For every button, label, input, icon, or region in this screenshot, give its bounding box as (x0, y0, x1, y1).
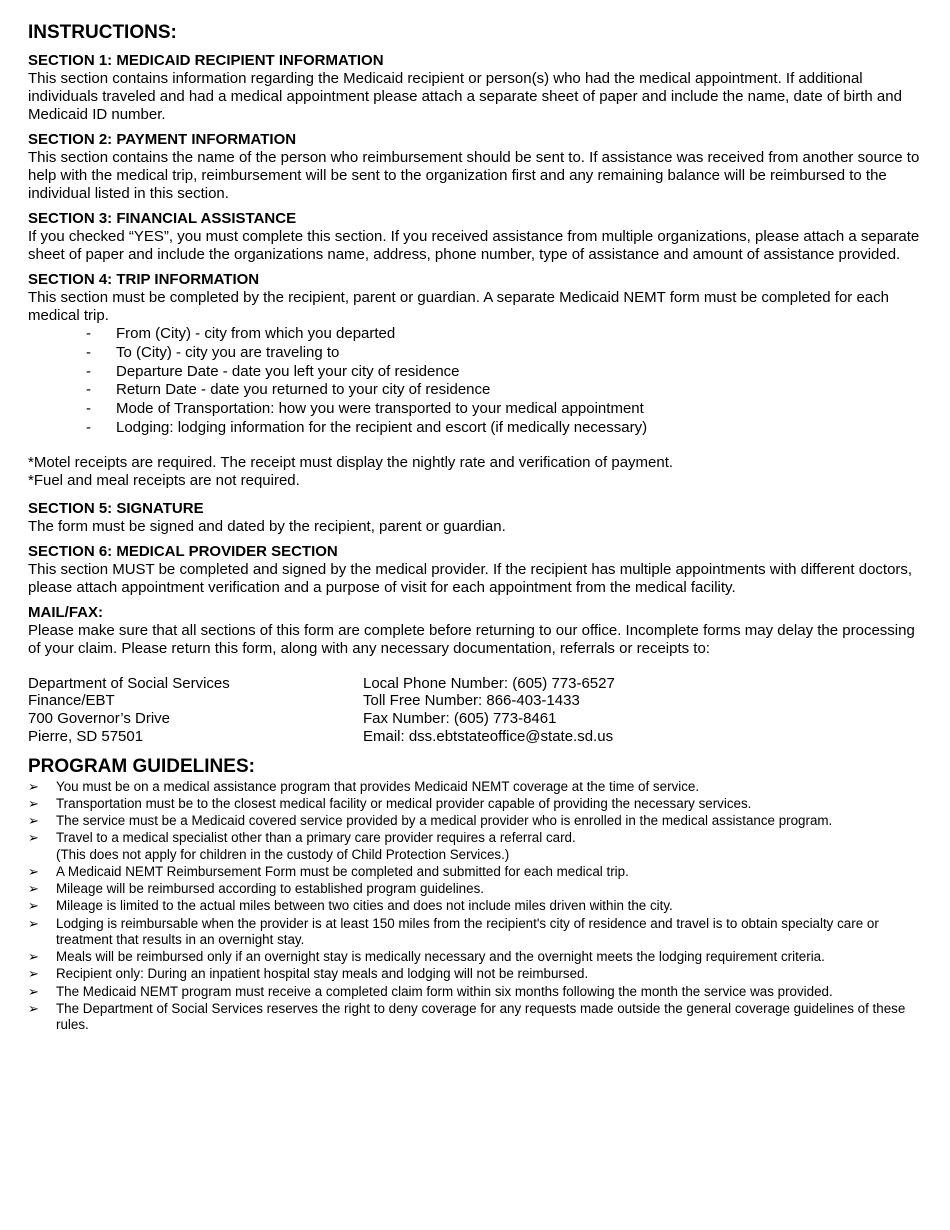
trip-item-text: Departure Date - date you left your city of residence (116, 362, 460, 380)
list-item (28, 864, 926, 881)
dash-marker: - (86, 362, 91, 380)
section-6-body: This section MUST be completed and signed by the medical provider. If the recipient has multiple appointments with different doctors, please attach appointment verification and a purpose of visit for each appointment from the medical facility. (28, 560, 913, 596)
mail-fax-body: Please make sure that all sections of this form are complete before returning to our office. Incomplete forms may delay the processing of your claim. Please return this form, along with any necessary documentation, referrals or receipts to: (28, 621, 915, 657)
list-item (86, 325, 926, 344)
arrow-bullet-icon: ➢ (28, 795, 39, 811)
dash-marker: - (86, 325, 91, 342)
guideline-text: The service must be a Medicaid covered service provided by a medical provider who is enrolled in the medical assistance program. (56, 812, 833, 828)
guidelines-title: PROGRAM GUIDELINES: (28, 755, 255, 777)
list-item (28, 813, 926, 830)
instructions-title: INSTRUCTIONS: (28, 22, 177, 43)
section-3 (28, 210, 926, 264)
list-item (28, 1001, 926, 1034)
guideline-text: A Medicaid NEMT Reimbursement Form must be completed and submitted for each medical trip. (56, 863, 629, 879)
guidelines-list (28, 779, 926, 1034)
fax-number: Fax Number: (605) 773-8461 (363, 710, 557, 728)
dash-marker: - (86, 381, 91, 399)
list-item (28, 898, 926, 915)
section-4 (28, 271, 926, 438)
mail-fax-title: MAIL/FAX: (28, 603, 103, 621)
section-6-title: SECTION 6: MEDICAL PROVIDER SECTION (28, 542, 338, 560)
guideline-text: Mileage is limited to the actual miles between two cities and does not include miles driven within the city. (56, 898, 673, 914)
guideline-text: You must be on a medical assistance program that provides Medicaid NEMT coverage at the time of service. (56, 778, 700, 794)
trip-item-text: Lodging: lodging information for the recipient and escort (if medically necessary) (116, 418, 648, 436)
list-item (28, 830, 926, 863)
motel-receipt-note: *Motel receipts are required. The receipt must display the nightly rate and verification of payment. (28, 453, 674, 471)
address-line: Department of Social Services (28, 674, 230, 692)
arrow-bullet-icon: ➢ (28, 915, 39, 931)
trip-item-text: Return Date - date you returned to your city of residence (116, 381, 491, 399)
fuel-meal-note: *Fuel and meal receipts are not required. (28, 471, 300, 489)
trip-item-text: From (City) - city from which you departed (116, 325, 396, 342)
list-item (28, 949, 926, 966)
list-item (28, 984, 926, 1001)
section-3-body: If you checked “YES”, you must complete this section. If you received assistance from multiple organizations, please attach a separate sheet of paper and include the organizations name, address, phone number, type of assistance and amount of assistance provided. (28, 228, 920, 263)
contact-block (28, 675, 926, 746)
arrow-bullet-icon: ➢ (28, 778, 39, 794)
section-4-title: SECTION 4: TRIP INFORMATION (28, 271, 260, 288)
section-6 (28, 543, 926, 597)
list-item (86, 381, 926, 400)
local-phone: Local Phone Number: (605) 773-6527 (363, 674, 615, 692)
section-2-title: SECTION 2: PAYMENT INFORMATION (28, 131, 297, 148)
guideline-text: Travel to a medical specialist other than a primary care provider requires a referral card. (56, 830, 576, 846)
list-item (86, 344, 926, 363)
trip-item-text: Mode of Transportation: how you were transported to your medical appointment (116, 400, 644, 418)
trip-info-list (28, 325, 926, 438)
arrow-bullet-icon: ➢ (28, 812, 39, 828)
arrow-bullet-icon: ➢ (28, 966, 39, 982)
list-item (28, 779, 926, 796)
dash-marker: - (86, 400, 91, 418)
guideline-text: Recipient only: During an inpatient hospital stay meals and lodging will not be reimbursed. (56, 966, 589, 982)
arrow-bullet-icon: ➢ (28, 949, 39, 965)
section-5 (28, 500, 926, 536)
list-item (86, 400, 926, 419)
list-item (86, 363, 926, 382)
address-line: 700 Governor’s Drive (28, 710, 171, 728)
section-2 (28, 131, 926, 203)
arrow-bullet-icon: ➢ (28, 1000, 39, 1016)
list-item (28, 916, 926, 949)
arrow-bullet-icon: ➢ (28, 983, 39, 999)
address-line: Finance/EBT (28, 692, 115, 710)
section-4-body: This section must be completed by the recipient, parent or guardian. A separate Medicaid NEMT form must be completed for each medical trip. (28, 289, 889, 324)
list-item (86, 419, 926, 438)
dash-marker: - (86, 343, 91, 361)
dash-marker: - (86, 418, 91, 436)
arrow-bullet-icon: ➢ (28, 898, 39, 914)
trip-item-text: To (City) - city you are traveling to (116, 343, 340, 361)
toll-free-number: Toll Free Number: 866-403-1433 (363, 692, 580, 710)
section-3-title: SECTION 3: FINANCIAL ASSISTANCE (28, 210, 297, 227)
section-2-body: This section contains the name of the person who reimbursement should be sent to. If assistance was received from another source to help with the medical trip, reimbursement will be sent to the organization first and any remaining balance will be reimbursed to the individual listed in this section. (28, 149, 920, 202)
email-address: Email: dss.ebtstateoffice@state.sd.us (363, 727, 614, 745)
section-5-body: The form must be signed and dated by the recipient, parent or guardian. (28, 517, 506, 535)
section-1-title: SECTION 1: MEDICAID RECIPIENT INFORMATION (28, 52, 384, 69)
guideline-text: Transportation must be to the closest medical facility or medical provider capable of providing the necessary services. (56, 795, 752, 811)
section-1-body: This section contains information regarding the Medicaid recipient or person(s) who had the medical appointment. If additional individuals traveled and had a medical appointment please attach a separate sheet of paper and include the name, date of birth and Medicaid ID number. (28, 70, 902, 123)
receipt-notes (28, 454, 926, 490)
guideline-text: Meals will be reimbursed only if an overnight stay is medically necessary and the overnight meets the lodging requirement criteria. (56, 949, 825, 965)
mailing-address (28, 675, 363, 746)
guideline-text: The Department of Social Services reserves the right to deny coverage for any requests made outside the general coverage guidelines of these rules. (56, 1000, 906, 1033)
list-item (28, 881, 926, 898)
mail-fax-section (28, 604, 926, 658)
guideline-text: Lodging is reimbursable when the provider is at least 150 miles from the recipient's city of residence and travel is to obtain specialty care or treatment that results in an overnight stay. (56, 915, 879, 948)
section-1 (28, 52, 926, 124)
list-item (28, 796, 926, 813)
address-line: Pierre, SD 57501 (28, 727, 144, 745)
guideline-text: Mileage will be reimbursed according to established program guidelines. (56, 881, 484, 897)
contact-numbers (363, 675, 926, 746)
guideline-note: (This does not apply for children in the custody of Child Protection Services.) (56, 846, 510, 862)
section-5-title: SECTION 5: SIGNATURE (28, 499, 204, 517)
arrow-bullet-icon: ➢ (28, 863, 39, 879)
arrow-bullet-icon: ➢ (28, 830, 39, 846)
arrow-bullet-icon: ➢ (28, 881, 39, 897)
list-item (28, 966, 926, 983)
guideline-text: The Medicaid NEMT program must receive a completed claim form within six months following the month the service was provided. (56, 983, 833, 999)
